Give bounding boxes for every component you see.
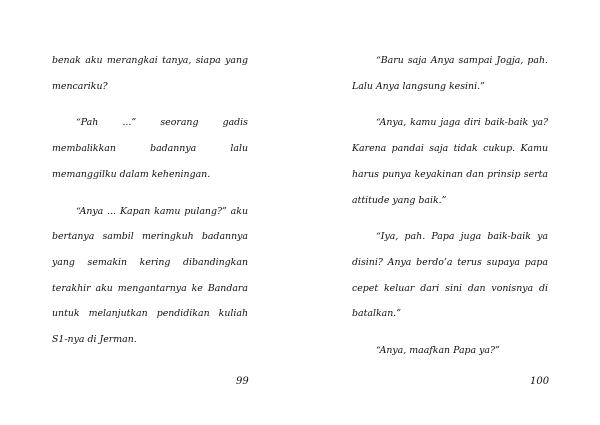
paragraph: benak aku merangkai tanya, siapa yang mencariku?: [52, 55, 248, 92]
page-number: 100: [530, 376, 550, 387]
page-number: 99: [236, 376, 249, 387]
paragraph: “Anya, maafkan Papa ya?”: [376, 345, 500, 357]
paragraph: “Iya, pah. Papa juga baik-baik ya disini? Anya berdo’a terus supaya papa cepet keluar dari sini dan vonisnya di batalkan.”: [352, 231, 548, 320]
paragraph: “Baru saja Anya sampai Jogja, pah. Lalu Anya langsung kesini.”: [352, 55, 548, 92]
left-page-text: [52, 48, 248, 353]
paragraph: “Pah ...” seorang gadis membalikkan badannya lalu memanggilku dalam keheningan.: [52, 117, 248, 180]
paragraph: “Anya ... Kapan kamu pulang?” aku bertanya sambil meringkuh badannya yang semakin kering dibandingkan terakhir aku mengantarnya ke Bandara untuk melanjutkan pendidikan kuliah S1-nya di Jerman.: [52, 205, 248, 346]
right-page: [300, 0, 600, 425]
right-page-text: [352, 48, 548, 364]
paragraph: “Anya, kamu jaga diri baik-baik ya? Karena pandai saja tidak cukup. Kamu harus punya keyakinan dan prinsip serta attitude yang baik.”: [352, 117, 548, 206]
